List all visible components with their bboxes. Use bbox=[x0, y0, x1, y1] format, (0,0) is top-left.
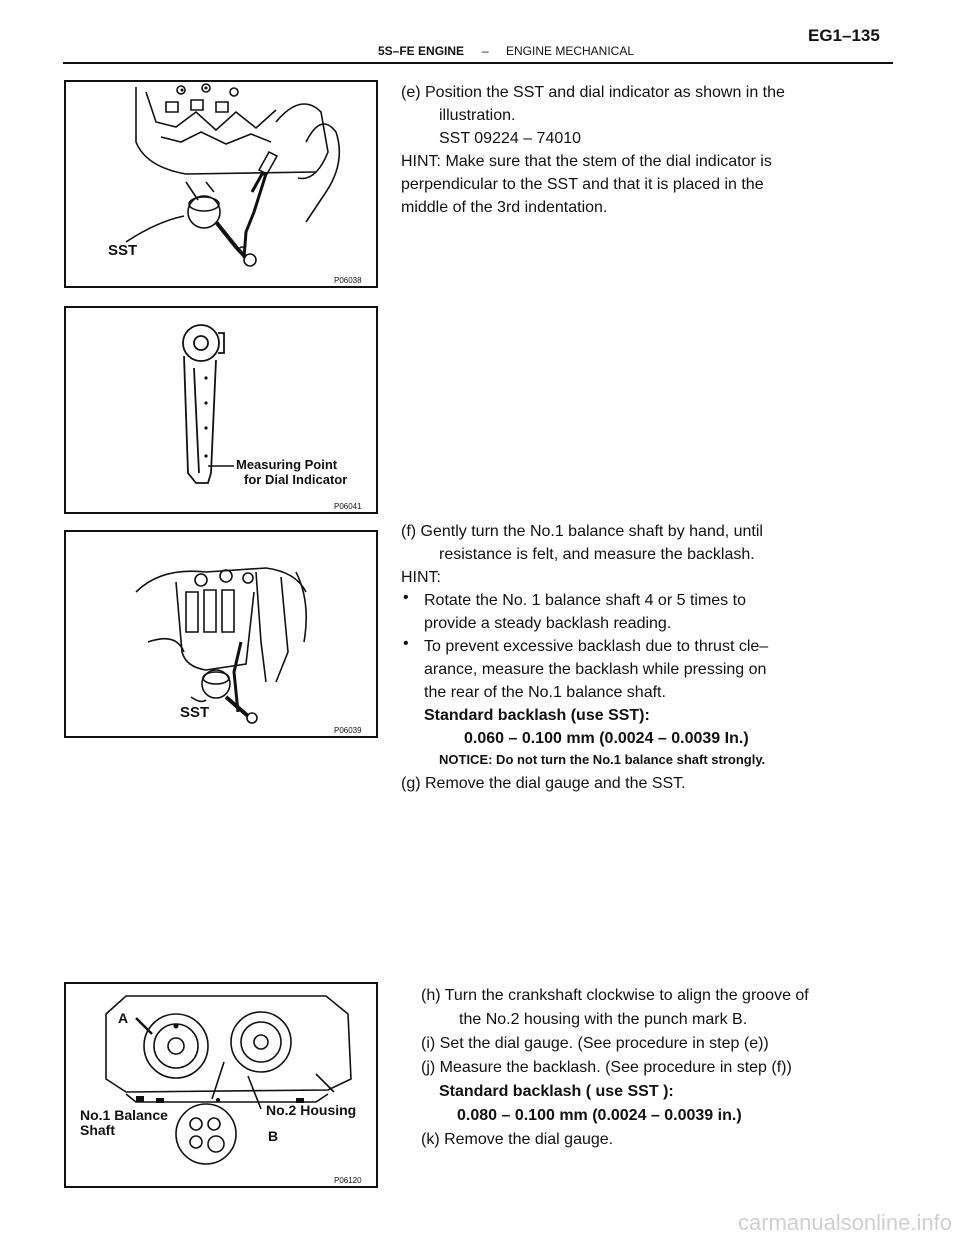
step-h-line2: the No.2 housing with the punch mark B. bbox=[459, 1011, 748, 1028]
bullet-2: • bbox=[403, 635, 409, 652]
step-f-hint: HINT: bbox=[401, 569, 441, 586]
step-e-line1: (e) Position the SST and dial indicator as shown in the bbox=[401, 84, 785, 101]
header-engine: 5S–FE ENGINE bbox=[378, 44, 465, 58]
step-j-standard-value: 0.080 – 0.100 mm (0.0024 – 0.0039 in.) bbox=[457, 1107, 742, 1124]
step-g-line1: (g) Remove the dial gauge and the SST. bbox=[401, 775, 686, 792]
figure-1-code: P06038 bbox=[334, 276, 362, 285]
figure-4-label-no1-line2: Shaft bbox=[80, 1122, 115, 1138]
figure-3-illustration bbox=[66, 532, 376, 736]
figure-2-label-line1: Measuring Point bbox=[236, 457, 338, 472]
figure-balance-shaft-housing bbox=[64, 982, 378, 1188]
step-j-standard-label: Standard backlash ( use SST ): bbox=[439, 1083, 674, 1100]
watermark: carmanualsonline.info bbox=[737, 1210, 952, 1235]
step-i: (i) Set the dial gauge. (See procedure in step (e)) bbox=[421, 1035, 769, 1052]
figure-3-label-sst: SST bbox=[180, 704, 210, 721]
figure-4-label-b: B bbox=[268, 1128, 279, 1144]
step-f-bullet2-line2: arance, measure the backlash while pressing on bbox=[424, 661, 767, 678]
step-f-bullet1-line1: Rotate the No. 1 balance shaft 4 or 5 times to bbox=[424, 592, 746, 609]
step-e-hint-line1: HINT: Make sure that the stem of the dial indicator is bbox=[401, 153, 772, 170]
header-dash: – bbox=[482, 44, 489, 58]
step-k: (k) Remove the dial gauge. bbox=[421, 1131, 614, 1148]
figure-4-code: P06120 bbox=[334, 1176, 362, 1185]
figure-4-illustration bbox=[66, 984, 376, 1186]
figure-4-label-a: A bbox=[118, 1010, 129, 1026]
step-e-line2: illustration. bbox=[439, 107, 516, 124]
step-f-standard-label: Standard backlash (use SST): bbox=[424, 707, 650, 724]
step-f-notice: NOTICE: Do not turn the No.1 balance shaft strongly. bbox=[439, 752, 766, 767]
page-number: EG1–135 bbox=[808, 26, 880, 45]
figure-measuring-point bbox=[64, 306, 378, 514]
step-f-bullet1-line2: provide a steady backlash reading. bbox=[424, 615, 672, 632]
step-e-sst: SST 09224 – 74010 bbox=[439, 130, 582, 147]
figure-3-code: P06039 bbox=[334, 726, 362, 735]
step-j: (j) Measure the backlash. (See procedure in step (f)) bbox=[421, 1059, 792, 1076]
step-e-hint-line3: middle of the 3rd indentation. bbox=[401, 199, 608, 216]
bullet-1: • bbox=[403, 589, 409, 606]
figure-measure-backlash bbox=[64, 530, 378, 738]
step-f-bullet2-line1: To prevent excessive backlash due to thrust cle– bbox=[424, 638, 769, 655]
figure-2-label-line2: for Dial Indicator bbox=[244, 472, 348, 487]
figure-4-label-no1-line1: No.1 Balance bbox=[80, 1107, 168, 1123]
figure-2-code: P06041 bbox=[334, 502, 362, 511]
step-h-line1: (h) Turn the crankshaft clockwise to align the groove of bbox=[421, 987, 809, 1004]
step-f-line2: resistance is felt, and measure the backlash. bbox=[439, 546, 755, 563]
figure-4-label-no2: No.2 Housing bbox=[266, 1102, 357, 1118]
step-f-standard-value: 0.060 – 0.100 mm (0.0024 – 0.0039 In.) bbox=[464, 730, 749, 747]
figure-1-label-sst: SST bbox=[108, 242, 138, 259]
step-e-hint-line2: perpendicular to the SST and that it is placed in the bbox=[401, 176, 764, 193]
header-rule bbox=[63, 62, 893, 64]
step-f-bullet2-line3: the rear of the No.1 balance shaft. bbox=[424, 684, 666, 701]
figure-sst-dial-indicator bbox=[64, 80, 378, 288]
step-f-line1: (f) Gently turn the No.1 balance shaft by hand, until bbox=[401, 523, 763, 540]
header-section: ENGINE MECHANICAL bbox=[506, 44, 635, 58]
